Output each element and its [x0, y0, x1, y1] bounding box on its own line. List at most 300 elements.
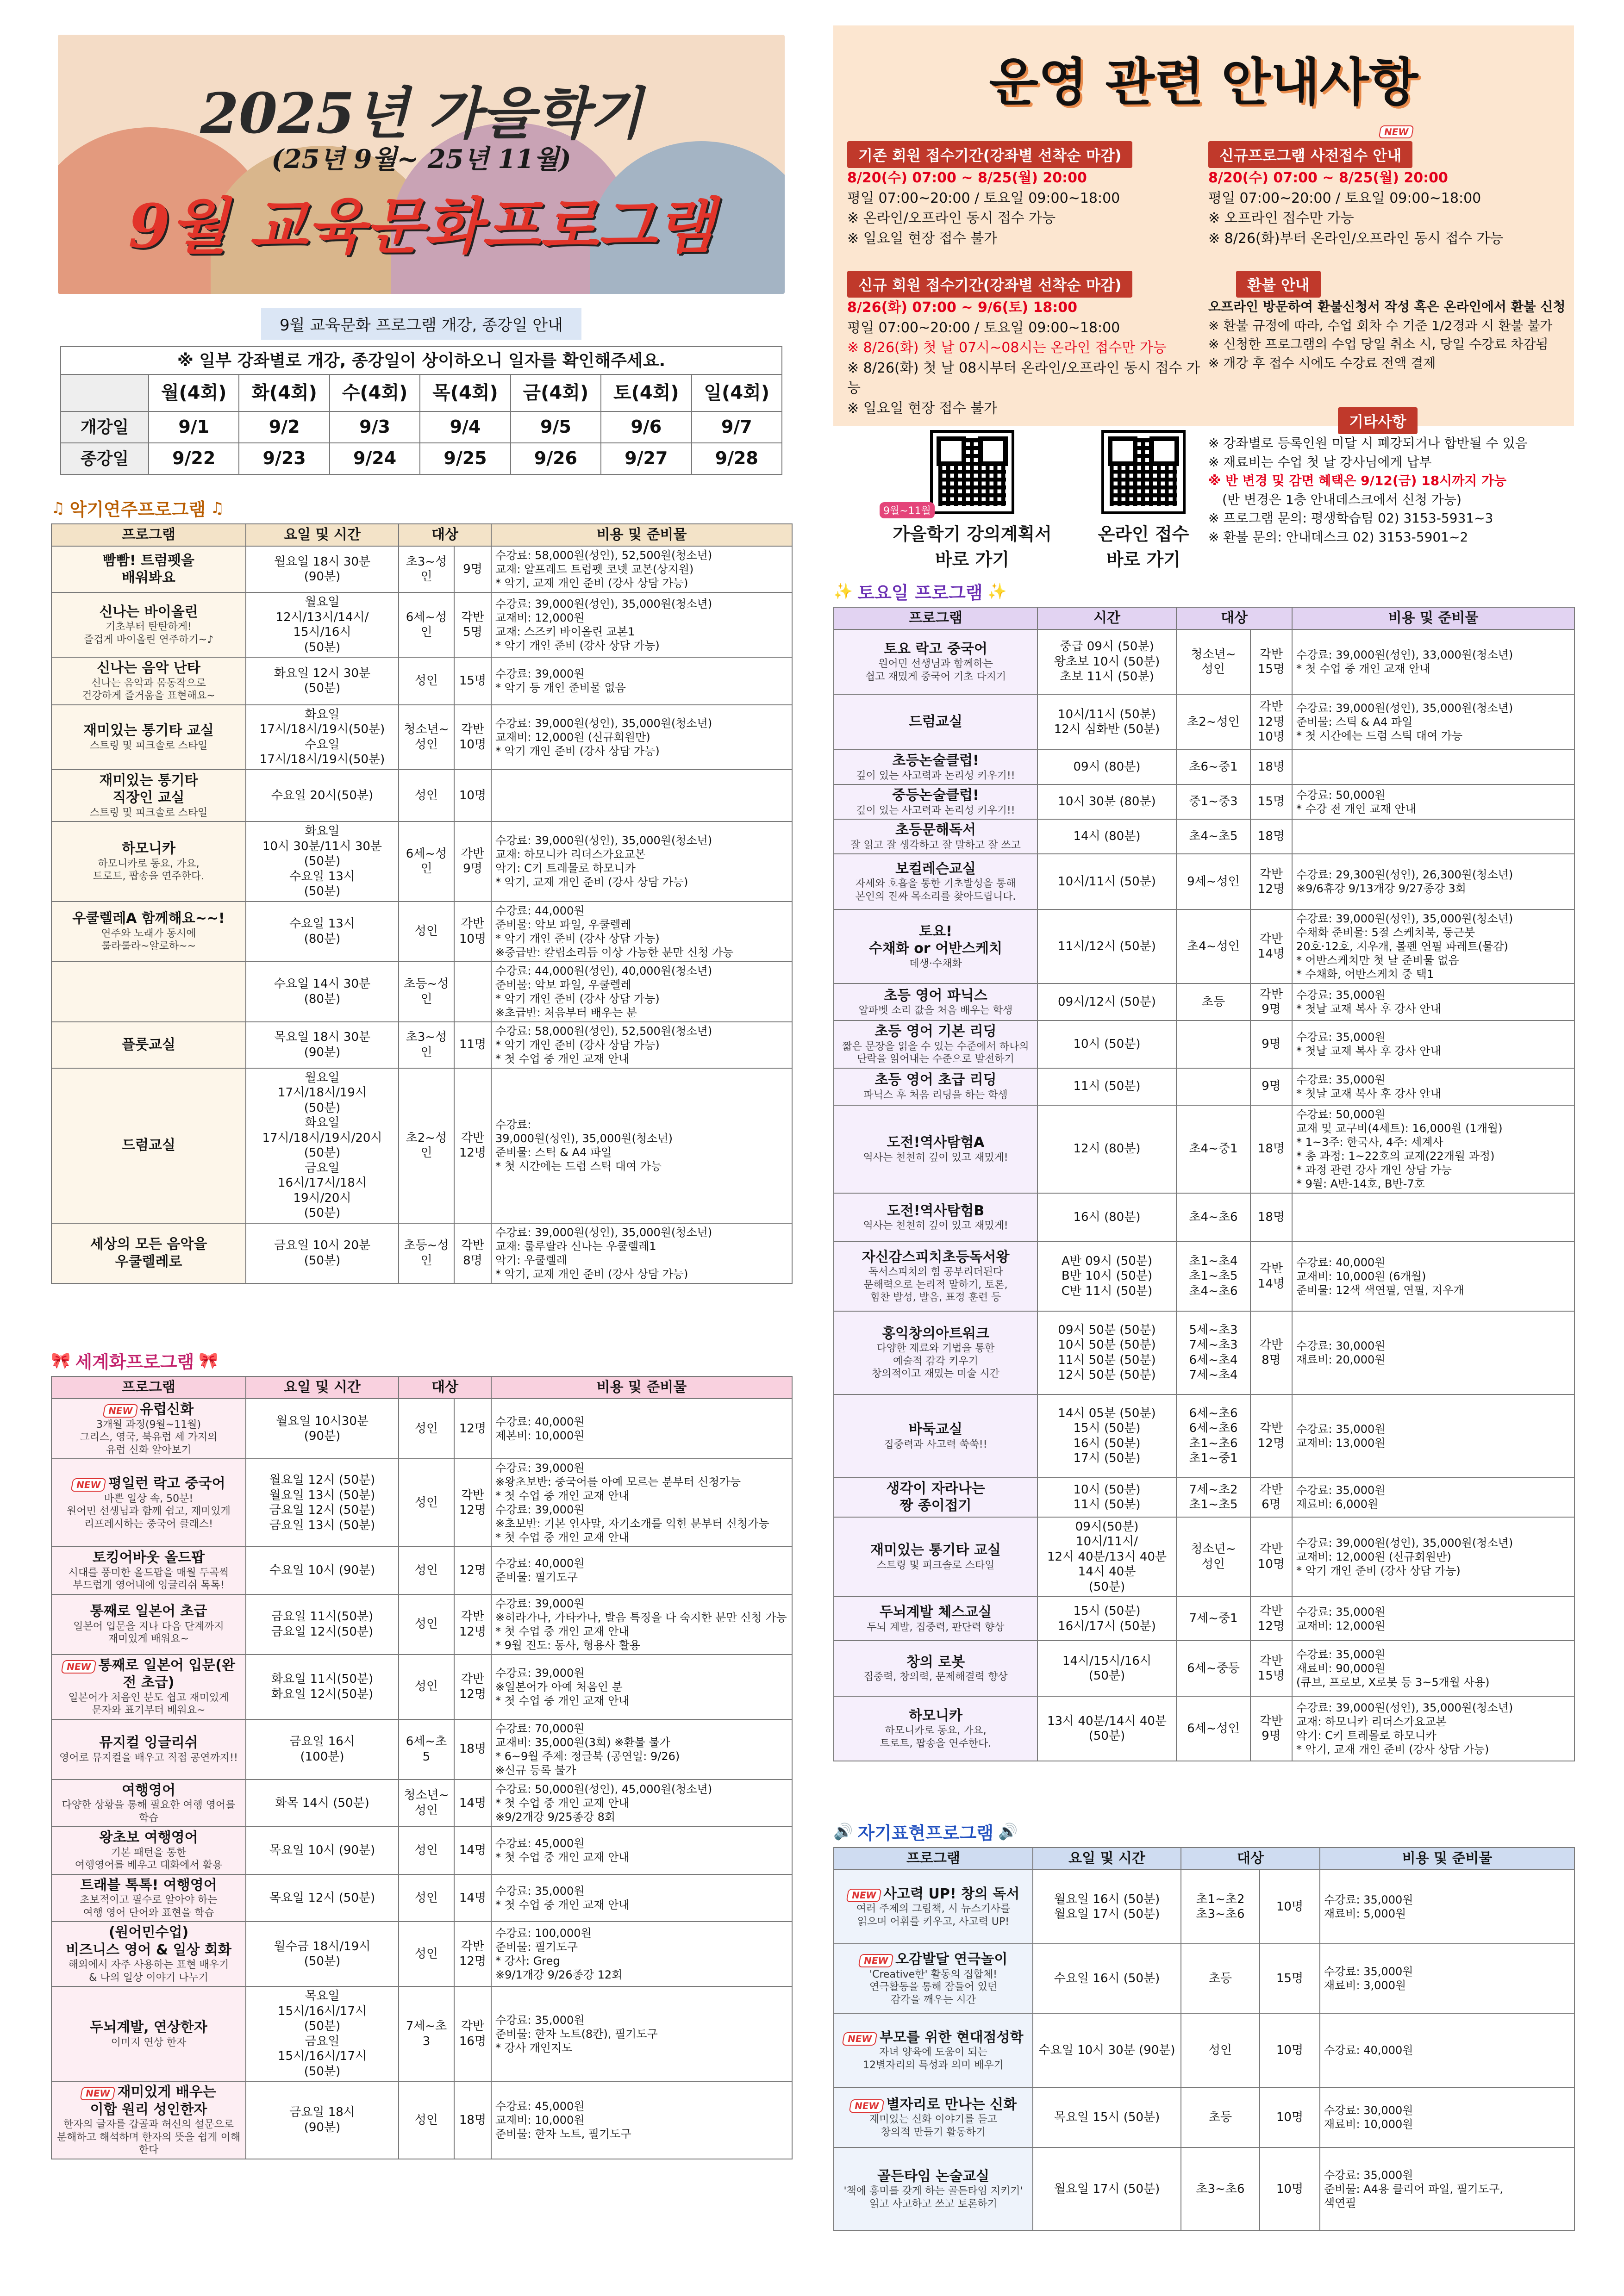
newmem-red: ※ 8/26(화) 첫 날 07시~08시는 온라인 접수만 가능	[847, 340, 1167, 356]
existing-head: 기존 회원 접수기간(강좌별 선착순 마감)	[847, 141, 1132, 168]
refund-line: ※ 환불 규정에 따라, 수업 회차 수 기준 1/2경과 시 환불 불가	[1208, 317, 1553, 333]
header-program: 프로그램	[834, 1848, 1033, 1870]
qr-plan[interactable]	[866, 433, 1079, 571]
program-name: 하모니카	[122, 840, 175, 857]
program-desc: 알파벳 소리 값을 처음 배우는 학생	[858, 1005, 1013, 1016]
program-name: 우쿨렐레A 함께해요~~!	[72, 910, 225, 927]
capacity-cell	[454, 962, 491, 1022]
program-desc: 'Creative한' 활동의 집합체! 연극활동을 통해 잠들어 있던 감각을 깨우는 시간	[869, 1968, 997, 2006]
program-cell	[51, 1780, 246, 1827]
program-cell	[834, 1597, 1037, 1641]
program-desc: 일본어가 처음인 분도 쉽고 재미있게 문자와 표기부터 배워요~	[68, 1692, 229, 1716]
program-name: 토요 락고 중국어	[884, 641, 987, 657]
capacity-cell: 각반 9명	[1250, 1696, 1292, 1761]
program-name: 드럼교실	[909, 714, 962, 730]
program-desc: 깊이 있는 사고력과 논리성 키우기!!	[856, 804, 1015, 816]
speaker-icon: 🔊	[998, 1822, 1018, 1841]
opening-notice: ※ 일부 강좌별로 개강, 종강일이 상이하오니 일자를 확인해주세요.	[61, 347, 782, 374]
target-cell: 청소년~ 성인	[1176, 1517, 1250, 1597]
header-cost: 비용 및 준비물	[491, 1376, 792, 1399]
program-cell	[834, 854, 1037, 909]
table-row	[51, 1874, 792, 1922]
program-desc: 자세와 호흡을 통한 기초발성을 통해 본인의 진짜 목소리를 찾아드립니다.	[855, 878, 1016, 902]
time-cell: 14시/15시/16시 (50분)	[1037, 1641, 1176, 1696]
table-row	[51, 1719, 792, 1780]
table-row	[834, 1870, 1574, 1944]
end-date: 9/26	[511, 443, 601, 474]
end-date: 9/27	[601, 443, 691, 474]
table-row	[51, 1399, 792, 1459]
capacity-cell: 15명	[1260, 1944, 1320, 2013]
cost-cell: 수강료: 35,000원 * 첫날 교재 복사 후 강사 안내	[1292, 1020, 1574, 1068]
start-date: 9/7	[692, 411, 782, 443]
table-row	[834, 2087, 1574, 2147]
target-cell: 성인	[399, 1827, 454, 1874]
header-time: 시간	[1037, 607, 1176, 629]
cost-cell: 수강료: 39,000원(성인), 35,000원(청소년) 교재비: 12,000원 (신규회원만) * 악기 개인 준비 (강사 상담 가능)	[1292, 1517, 1574, 1597]
etc-head: 기타사항	[1338, 407, 1418, 434]
program-cell	[51, 1827, 246, 1874]
target-cell: 성인	[399, 770, 454, 822]
new-badge: NEW	[1379, 125, 1414, 138]
program-name: 뮤지컬 잉글리쉬	[99, 1735, 198, 1751]
capacity-cell: 18명	[1250, 1105, 1292, 1193]
header-target: 대상	[399, 1376, 491, 1399]
program-cell	[51, 1399, 246, 1459]
qr-tag: 9월~11월	[880, 502, 935, 518]
program-desc: 해외에서 자주 사용하는 표현 배우기 & 나의 일상 이야기 나누기	[68, 1959, 229, 1984]
time-cell: 수요일 20시(50분)	[246, 770, 399, 822]
target-cell: 9세~성인	[1176, 854, 1250, 909]
program-cell	[51, 1459, 246, 1547]
target-cell: 6세~초5	[399, 1719, 454, 1780]
section-title: 토요일 프로그램	[857, 583, 983, 603]
program-desc: 역사는 천천히 깊이 있고 재밌게!	[863, 1151, 1008, 1164]
etc-line: ※ 환불 문의: 안내데스크 02) 3153-5901~2	[1208, 529, 1468, 545]
program-name: 초등 영어 기본 리딩	[874, 1023, 997, 1039]
target-cell: 초1~초4 초1~초5 초4~초6	[1176, 1242, 1250, 1311]
cost-cell: 수강료: 45,000원 * 첫 수업 중 개인 교재 안내	[491, 1827, 792, 1874]
sat-table	[833, 607, 1575, 1761]
capacity-cell: 9명	[454, 546, 491, 592]
start-date: 9/6	[601, 411, 691, 443]
cost-cell	[1292, 750, 1574, 784]
table-row	[51, 962, 792, 1022]
header-program: 프로그램	[51, 1376, 246, 1399]
capacity-cell: 각반 8명	[1250, 1311, 1292, 1394]
new-badge: NEW	[846, 1889, 882, 1902]
program-cell	[51, 770, 246, 822]
program-name: 사고력 UP! 창의 독서	[883, 1885, 1020, 1902]
program-desc: 자녀 양육에 도움이 되는 12별자리의 특성과 의미 배우기	[863, 2047, 1004, 2071]
header-time: 요일 및 시간	[246, 1376, 399, 1399]
program-name: 바둑교실	[909, 1421, 962, 1437]
sparkle-icon: ✨	[833, 582, 853, 601]
target-cell: 성인	[399, 1459, 454, 1547]
pre-line: ※ 8/26(화)부터 온라인/오프라인 동시 접수 가능	[1208, 230, 1504, 247]
program-desc: 시대를 풍미한 올드팝을 매월 두곡씩 부드럽게 영어내에 잉글리쉬 톡톡!	[68, 1567, 229, 1591]
time-cell: 월요일 16시 (50분) 월요일 17시 (50분)	[1033, 1870, 1181, 1944]
cost-cell: 수강료: 35,000원 * 첫 수업 중 개인 교재 안내	[491, 1874, 792, 1922]
target-cell: 6세~성인	[1176, 1696, 1250, 1761]
target-cell: 성인	[1181, 2013, 1260, 2087]
program-name: 자신감스피치초등독서왕	[862, 1249, 1010, 1265]
cost-cell: 수강료: 35,000원 재료비: 6,000원	[1292, 1478, 1574, 1517]
target-cell: 초4~중1	[1176, 1105, 1250, 1193]
target-cell: 초4~초6	[1176, 1193, 1250, 1242]
capacity-cell: 10명	[1260, 2013, 1320, 2087]
target-cell: 초2~성인	[399, 1068, 454, 1223]
time-cell: 월수금 18시/19시 (50분)	[246, 1922, 399, 1986]
table-row	[51, 770, 792, 822]
capacity-cell: 10명	[454, 770, 491, 822]
target-cell: 초등	[1181, 2087, 1260, 2147]
new-badge: NEW	[80, 2087, 116, 2100]
table-row	[834, 1068, 1574, 1105]
program-cell	[834, 2087, 1033, 2147]
program-desc: 하모니카로 동요, 가요, 트로트, 팝송을 연주한다.	[880, 1725, 992, 1749]
ops-title: 운영 관련 안내사항	[989, 52, 1418, 112]
capacity-cell: 10명	[1260, 2147, 1320, 2231]
target-cell: 6세~성인	[399, 821, 454, 902]
new-badge: NEW	[842, 2032, 878, 2046]
program-desc: 신나는 음악과 몸동작으로 건강하게 즐거움을 표현해요~	[82, 677, 215, 702]
cost-cell	[1292, 819, 1574, 854]
qr-code-icon[interactable]	[933, 433, 1012, 511]
table-row	[834, 909, 1574, 983]
table-row	[51, 1827, 792, 1874]
day-header: 수(4회)	[330, 374, 420, 411]
cost-cell: 수강료: 70,000원 교재비: 35,000원(3회) ※환불 불가 * 6~9월 주제: 정글북 (공연일: 9/26) ※신규 등록 불가	[491, 1719, 792, 1780]
program-cell	[51, 657, 246, 705]
capacity-cell: 18명	[454, 1719, 491, 1780]
capacity-cell: 각반 6명	[1250, 1478, 1292, 1517]
header-program: 프로그램	[51, 524, 246, 546]
program-name: 빰빰! 트럼펫을 배워봐요	[102, 552, 194, 586]
end-label: 종강일	[61, 443, 149, 474]
cost-cell: 수강료: 39,000원(성인), 35,000원(청소년) 교재비: 12,000원 교재: 스즈키 바이올린 교본1 * 악기 개인 준비 (강사 상담 가능)	[491, 592, 792, 657]
opening-pill: 9월 교육문화 프로그램 개강, 종강일 안내	[261, 308, 581, 340]
program-cell	[834, 2013, 1033, 2087]
day-header: 토(4회)	[601, 374, 691, 411]
cost-cell: 수강료: 35,000원 교재비: 12,000원	[1292, 1597, 1574, 1641]
program-name: 유럽신화	[140, 1401, 194, 1418]
time-cell: 10시/11시 (50분) 12시 심화반 (50분)	[1037, 694, 1176, 750]
program-cell	[51, 962, 246, 1022]
qr-label: 가을학기 강의계획서 바로 가기	[893, 524, 1052, 570]
pre-line: ※ 오프라인 접수만 가능	[1208, 210, 1354, 226]
capacity-cell: 12명	[454, 1547, 491, 1594]
self-section	[833, 1819, 1574, 2231]
program-cell	[834, 1517, 1037, 1597]
start-date: 9/5	[511, 411, 601, 443]
target-cell: 성인	[399, 1922, 454, 1986]
program-desc: 바쁜 일상 속, 50분! 원어민 선생님과 함께 쉽고, 재미있게 리프레시하는 중국어 클래스!	[67, 1493, 231, 1530]
program-desc: 짧은 문장을 읽을 수 있는 수준에서 하나의 단락을 읽어내는 수준으로 발전하기	[842, 1040, 1029, 1065]
time-cell: 수요일 13시 (80분)	[246, 902, 399, 962]
program-desc: 하모니카로 동요, 가요, 트로트, 팝송을 연주한다.	[93, 858, 205, 882]
cost-cell: 수강료: 44,000원(성인), 40,000원(청소년) 준비물: 악보 파일, 우쿨렐레 * 악기 개인 준비 (강사 상담 가능) ※초급반: 처음부터 배우는 분	[491, 962, 792, 1022]
target-cell: 6세~초6 6세~초6 초1~초6 초1~중1	[1176, 1394, 1250, 1478]
program-cell	[51, 546, 246, 592]
target-cell: 성인	[399, 1655, 454, 1719]
time-cell: 14시 05분 (50분) 15시 (50분) 16시 (50분) 17시 (50분)	[1037, 1394, 1176, 1478]
time-cell: 금요일 18시 (90분)	[246, 2081, 399, 2159]
title-banner	[58, 35, 785, 294]
program-cell	[834, 629, 1037, 694]
capacity-cell: 14명	[454, 1780, 491, 1827]
table-row	[834, 1105, 1574, 1193]
music-table	[51, 523, 793, 1284]
program-name: 초등논술클럽!	[892, 753, 979, 769]
program-cell	[51, 1022, 246, 1068]
table-row	[834, 1641, 1574, 1696]
program-name: 초등 영어 파닉스	[884, 987, 987, 1004]
refund-line: 오프라인 방문하여 환불신청서 작성 혹은 온라인에서 환불 신청	[1208, 299, 1566, 314]
newmem-line: 평일 07:00~20:00 / 토요일 09:00~18:00	[847, 319, 1120, 336]
section-title: 자기표현프로그램	[857, 1823, 994, 1843]
qr-label: 온라인 접수 바로 가기	[1098, 524, 1189, 570]
program-name: 신나는 음악 난타	[97, 660, 200, 676]
program-name: 왕초보 여행영어	[99, 1829, 198, 1846]
cost-cell: 수강료: 39,000원(성인), 35,000원(청소년) 교재비: 12,000원 (신규회원만) * 악기 개인 준비 (강사 상담 가능)	[491, 705, 792, 770]
table-row	[51, 1459, 792, 1547]
target-cell: 5세~초3 7세~초3 6세~초4 7세~초4	[1176, 1311, 1250, 1394]
cost-cell: 수강료: 39,000원(성인), 35,000원(청소년) 교재: 하모니카 리더스가요교본 악기: C키 트레몰로 하모니카 * 악기, 교재 개인 준비 (강사 상담 가능)	[491, 821, 792, 902]
target-cell: 초등~성인	[399, 962, 454, 1022]
time-cell: 13시 40분/14시 40분 (50분)	[1037, 1696, 1176, 1761]
header-cost: 비용 및 준비물	[491, 524, 792, 546]
program-name: 두뇌계발, 연상한자	[90, 2019, 207, 2035]
header-target: 대상	[1181, 1848, 1320, 1870]
new-badge: NEW	[849, 2099, 885, 2113]
end-date: 9/25	[420, 443, 510, 474]
time-cell: 월요일 18시 30분 (90분)	[246, 546, 399, 592]
cost-cell: 수강료: 44,000원 준비물: 악보 파일, 우쿨렐레 * 악기 개인 준비 (강사 상담 가능) ※중급반: 칼립소리듬 이상 가능한 분만 신청 가능	[491, 902, 792, 962]
time-cell: 수요일 16시 (50분)	[1033, 1944, 1181, 2013]
capacity-cell: 15명	[1250, 784, 1292, 819]
table-row	[51, 821, 792, 902]
program-name: 재미있게 배우는 이합 원리 성인한자	[90, 2084, 216, 2118]
program-desc: 잘 읽고 잘 생각하고 잘 말하고 잘 쓰고	[850, 839, 1021, 851]
program-name: 드럼교실	[122, 1137, 175, 1154]
target-cell: 초등~성인	[399, 1223, 454, 1283]
table-row	[834, 1597, 1574, 1641]
program-desc: 스트링 및 피크솔로 스타일	[876, 1559, 995, 1571]
cost-cell: 수강료: 50,000원 교재 및 교구비(4세트): 16,000원 (1개월) * 1~3주: 한국사, 4주: 세계사 * 총 과정: 1~22호의 교재(22개월 과정) * 과정 관련 강사 개인 상담 가능 * 9월: A반-14호, B반-7호	[1292, 1105, 1574, 1193]
target-cell: 초3~초6	[1181, 2147, 1260, 2231]
program-desc: 독서스피치의 힘 공부리더된다 문해력으로 논리적 말하기, 토론, 힘찬 발성, 발음, 표정 훈련 등	[863, 1266, 1008, 1303]
capacity-cell: 12명	[454, 1399, 491, 1459]
capacity-cell: 각반 12명	[454, 1655, 491, 1719]
table-row	[834, 1478, 1574, 1517]
program-cell	[834, 750, 1037, 784]
newmem-box	[847, 271, 1213, 418]
time-cell: 화요일 17시/18시/19시(50분) 수요일 17시/18시/19시(50분)	[246, 705, 399, 770]
program-cell	[51, 1068, 246, 1223]
time-cell: 10시 (50분)	[1037, 1020, 1176, 1068]
time-cell: 월요일 17시/18시/19시 (50분) 화요일 17시/18시/19시/20시 (50분) 금요일 16시/17시/18시 19시/20시 (50분)	[246, 1068, 399, 1223]
target-cell: 초3~성인	[399, 546, 454, 592]
capacity-cell: 10명	[1260, 2087, 1320, 2147]
program-desc: 다양한 상황을 통해 필요한 여행 영어를 학습	[62, 1799, 236, 1824]
cost-cell: 수강료: 39,000원(성인), 35,000원(청소년) 수채화 준비물: 5절 스케치북, 둥근붓 20호·12호, 지우개, 볼펜 연필 파레트(물감) * 어반스케치만 첫 날 준비물 없음 * 수채화, 어반스케치 중 택1	[1292, 909, 1574, 983]
pre-box	[1208, 126, 1569, 249]
table-row	[51, 1594, 792, 1655]
capacity-cell: 9명	[1250, 1068, 1292, 1105]
target-cell: 성인	[399, 1874, 454, 1922]
program-desc: 영어로 뮤지컬을 배우고 직접 공연까지!!	[59, 1752, 238, 1764]
program-desc: 일본어 입문을 지나 다음 단계까지 재미있게 배워요~	[73, 1620, 224, 1645]
day-header: 화(4회)	[239, 374, 329, 411]
table-row	[834, 1517, 1574, 1597]
sparkle-icon: ✨	[987, 582, 1007, 601]
ops-panel	[833, 25, 1574, 426]
program-cell	[834, 1311, 1037, 1394]
target-cell: 초등	[1176, 983, 1250, 1020]
time-cell: 화요일 12시 30분 (50분)	[246, 657, 399, 705]
table-row	[51, 1022, 792, 1068]
capacity-cell: 각반 12명	[454, 1922, 491, 1986]
table-row	[834, 1696, 1574, 1761]
cost-cell: 수강료: 39,000원 * 악기 등 개인 준비물 없음	[491, 657, 792, 705]
target-cell: 6세~성인	[399, 592, 454, 657]
time-cell: 10시 30분 (80분)	[1037, 784, 1176, 819]
capacity-cell: 18명	[1250, 750, 1292, 784]
time-cell: 12시 (80분)	[1037, 1105, 1176, 1193]
cost-cell: 수강료: 39,000원(성인), 35,000원(청소년) 교재: 하모니카 리더스가요교본 악기: C키 트레몰로 하모니카 * 악기, 교재 개인 준비 (강사 상담 가능)	[1292, 1696, 1574, 1761]
cost-cell: 수강료: 35,000원 준비물: A4용 클리어 파일, 필기도구, 색연필	[1320, 2147, 1574, 2231]
section-title: 세계화프로그램	[75, 1352, 194, 1372]
program-cell	[51, 1223, 246, 1283]
cost-cell: 수강료: 39,000원(성인), 35,000원(청소년) 교재: 룰루랄라 신나는 우쿨렐레1 악기: 우쿨렐레 * 악기, 교재 개인 준비 (강사 상담 가능)	[491, 1223, 792, 1283]
existing-line: ※ 일요일 현장 접수 불가	[847, 230, 998, 247]
header-time: 요일 및 시간	[1033, 1848, 1181, 1870]
sat-section	[833, 579, 1574, 1761]
pre-head: 신규프로그램 사전접수 안내	[1208, 141, 1412, 168]
time-cell: 09시 50분 (50분) 10시 50분 (50분) 11시 50분 (50분) 12시 50분 (50분)	[1037, 1311, 1176, 1394]
program-name: 도전!역사탐험A	[887, 1134, 985, 1151]
capacity-cell: 각반 12명	[1250, 1394, 1292, 1478]
table-row	[51, 902, 792, 962]
day-header: 목(4회)	[420, 374, 510, 411]
program-cell	[51, 1547, 246, 1594]
capacity-cell: 각반 16명	[454, 1986, 491, 2081]
time-cell: 09시(50분) 10시/11시/ 12시 40분/13시 40분 14시 40분 (50분)	[1037, 1517, 1176, 1597]
cost-cell: 수강료: 45,000원 교재비: 10,000원 준비물: 한자 노트, 필기도구	[491, 2081, 792, 2159]
table-row	[51, 2081, 792, 2159]
table-row	[51, 592, 792, 657]
time-cell: 월요일 10시30분 (90분)	[246, 1399, 399, 1459]
capacity-cell: 18명	[454, 2081, 491, 2159]
cost-cell: 수강료: 35,000원 * 첫날 교재 복사 후 강사 안내	[1292, 1068, 1574, 1105]
time-cell: 11시 (50분)	[1037, 1068, 1176, 1105]
cost-cell: 수강료: 39,000원 ※왕초보반: 중국어를 아예 모르는 분부터 신청가능 * 첫 수업 중 개인 교재 안내 수강료: 39,000원 ※초보반: 기본 인사말, 자기소개를 익힌 분부터 신청가능 * 첫 수업 중 개인 교재 안내	[491, 1459, 792, 1547]
ribbon-icon: 🎀	[51, 1351, 71, 1370]
target-cell: 청소년~ 성인	[1176, 629, 1250, 694]
program-name: 창의 로봇	[906, 1654, 965, 1670]
time-cell: 금요일 16시 (100분)	[246, 1719, 399, 1780]
cost-cell: 수강료: 40,000원	[1320, 2013, 1574, 2087]
time-cell: 금요일 11시(50분) 금요일 12시(50분)	[246, 1594, 399, 1655]
program-name: 신나는 바이올린	[99, 604, 198, 620]
table-row	[51, 546, 792, 592]
cost-cell: 수강료: 40,000원 교재비: 10,000원 (6개월) 준비물: 12색 색연필, 연필, 지우개	[1292, 1242, 1574, 1311]
program-cell	[834, 819, 1037, 854]
capacity-cell: 각반 15명	[1250, 1641, 1292, 1696]
program-name: 두뇌계발 체스교실	[879, 1604, 992, 1620]
program-cell	[51, 1719, 246, 1780]
time-cell: 15시 (50분) 16시/17시 (50분)	[1037, 1597, 1176, 1641]
time-cell: 금요일 10시 20분 (50분)	[246, 1223, 399, 1283]
time-cell: 10시/11시 (50분)	[1037, 854, 1176, 909]
time-cell: 수요일 10시 (90분)	[246, 1547, 399, 1594]
start-date: 9/4	[420, 411, 510, 443]
target-cell: 6세~중등	[1176, 1641, 1250, 1696]
qr-online[interactable]	[1074, 433, 1213, 571]
new-badge: NEW	[61, 1660, 97, 1674]
target-cell: 7세~초3	[399, 1986, 454, 2081]
cost-cell: 수강료: 35,000원 재료비: 5,000원	[1320, 1870, 1574, 1944]
etc-line: ※ 프로그램 문의: 평생학습팀 02) 3153-5931~3	[1208, 510, 1493, 526]
program-desc: 재미있는 신화 이야기를 듣고 창의적 만들기 활동하기	[869, 2114, 997, 2138]
table-row	[834, 854, 1574, 909]
capacity-cell: 각반 15명	[1250, 629, 1292, 694]
capacity-cell: 각반 12명 10명	[1250, 694, 1292, 750]
program-name: 오감발달 연극놀이	[895, 1951, 1008, 1967]
program-name: 재미있는 통기타 교실	[870, 1542, 1001, 1559]
program-cell	[834, 694, 1037, 750]
day-header: 금(4회)	[511, 374, 601, 411]
target-cell: 청소년~ 성인	[399, 1780, 454, 1827]
program-desc: 한자의 글자를 갑골과 허신의 설문으로 분해하고 해석하며 한자의 뜻을 쉽게 이해한다	[56, 2119, 241, 2156]
qr-code-icon[interactable]	[1104, 433, 1183, 511]
time-cell: A반 09시 (50분) B반 10시 (50분) C반 11시 (50분)	[1037, 1242, 1176, 1311]
time-cell: 목요일 10시 (90분)	[246, 1827, 399, 1874]
capacity-cell: 14명	[454, 1827, 491, 1874]
refund-head: 환불 안내	[1236, 271, 1321, 298]
program-name: 플룻교실	[122, 1036, 175, 1053]
banner-period: (25년 9월~ 25년 11월)	[271, 144, 571, 174]
start-date: 9/3	[330, 411, 420, 443]
existing-period: 8/20(수) 07:00 ~ 8/25(월) 20:00	[847, 170, 1087, 186]
target-cell: 청소년~ 성인	[399, 705, 454, 770]
program-desc: 깊이 있는 사고력과 논리성 키우기!!	[856, 770, 1015, 782]
program-name: 보컬레슨교실	[895, 860, 976, 877]
new-badge: NEW	[102, 1404, 138, 1418]
cost-cell	[1292, 1193, 1574, 1242]
capacity-cell: 각반 10명	[454, 902, 491, 962]
cost-cell	[491, 770, 792, 822]
header-program: 프로그램	[834, 607, 1037, 629]
program-desc: 역사는 천천히 깊이 있고 재밌게!	[863, 1220, 1008, 1232]
program-cell	[834, 1478, 1037, 1517]
banner-subtitle: 9월 교육문화프로그램	[128, 191, 714, 261]
self-table	[833, 1847, 1575, 2231]
new-badge: NEW	[71, 1478, 107, 1492]
cost-cell: 수강료: 50,000원 * 수강 전 개인 교재 안내	[1292, 784, 1574, 819]
program-name: 하모니카	[909, 1707, 962, 1724]
program-cell	[834, 909, 1037, 983]
pre-line: 평일 07:00~20:00 / 토요일 09:00~18:00	[1208, 190, 1481, 206]
program-cell	[51, 592, 246, 657]
table-row	[834, 1193, 1574, 1242]
table-row	[834, 1242, 1574, 1311]
cost-cell: 수강료: 35,000원 재료비: 3,000원	[1320, 1944, 1574, 2013]
cost-cell: 수강료: 35,000원 재료비: 90,000원 (큐브, 프로보, X로봇 등 3~5개월 사용)	[1292, 1641, 1574, 1696]
cost-cell: 수강료: 35,000원 교재비: 13,000원	[1292, 1394, 1574, 1478]
program-cell	[51, 2081, 246, 2159]
